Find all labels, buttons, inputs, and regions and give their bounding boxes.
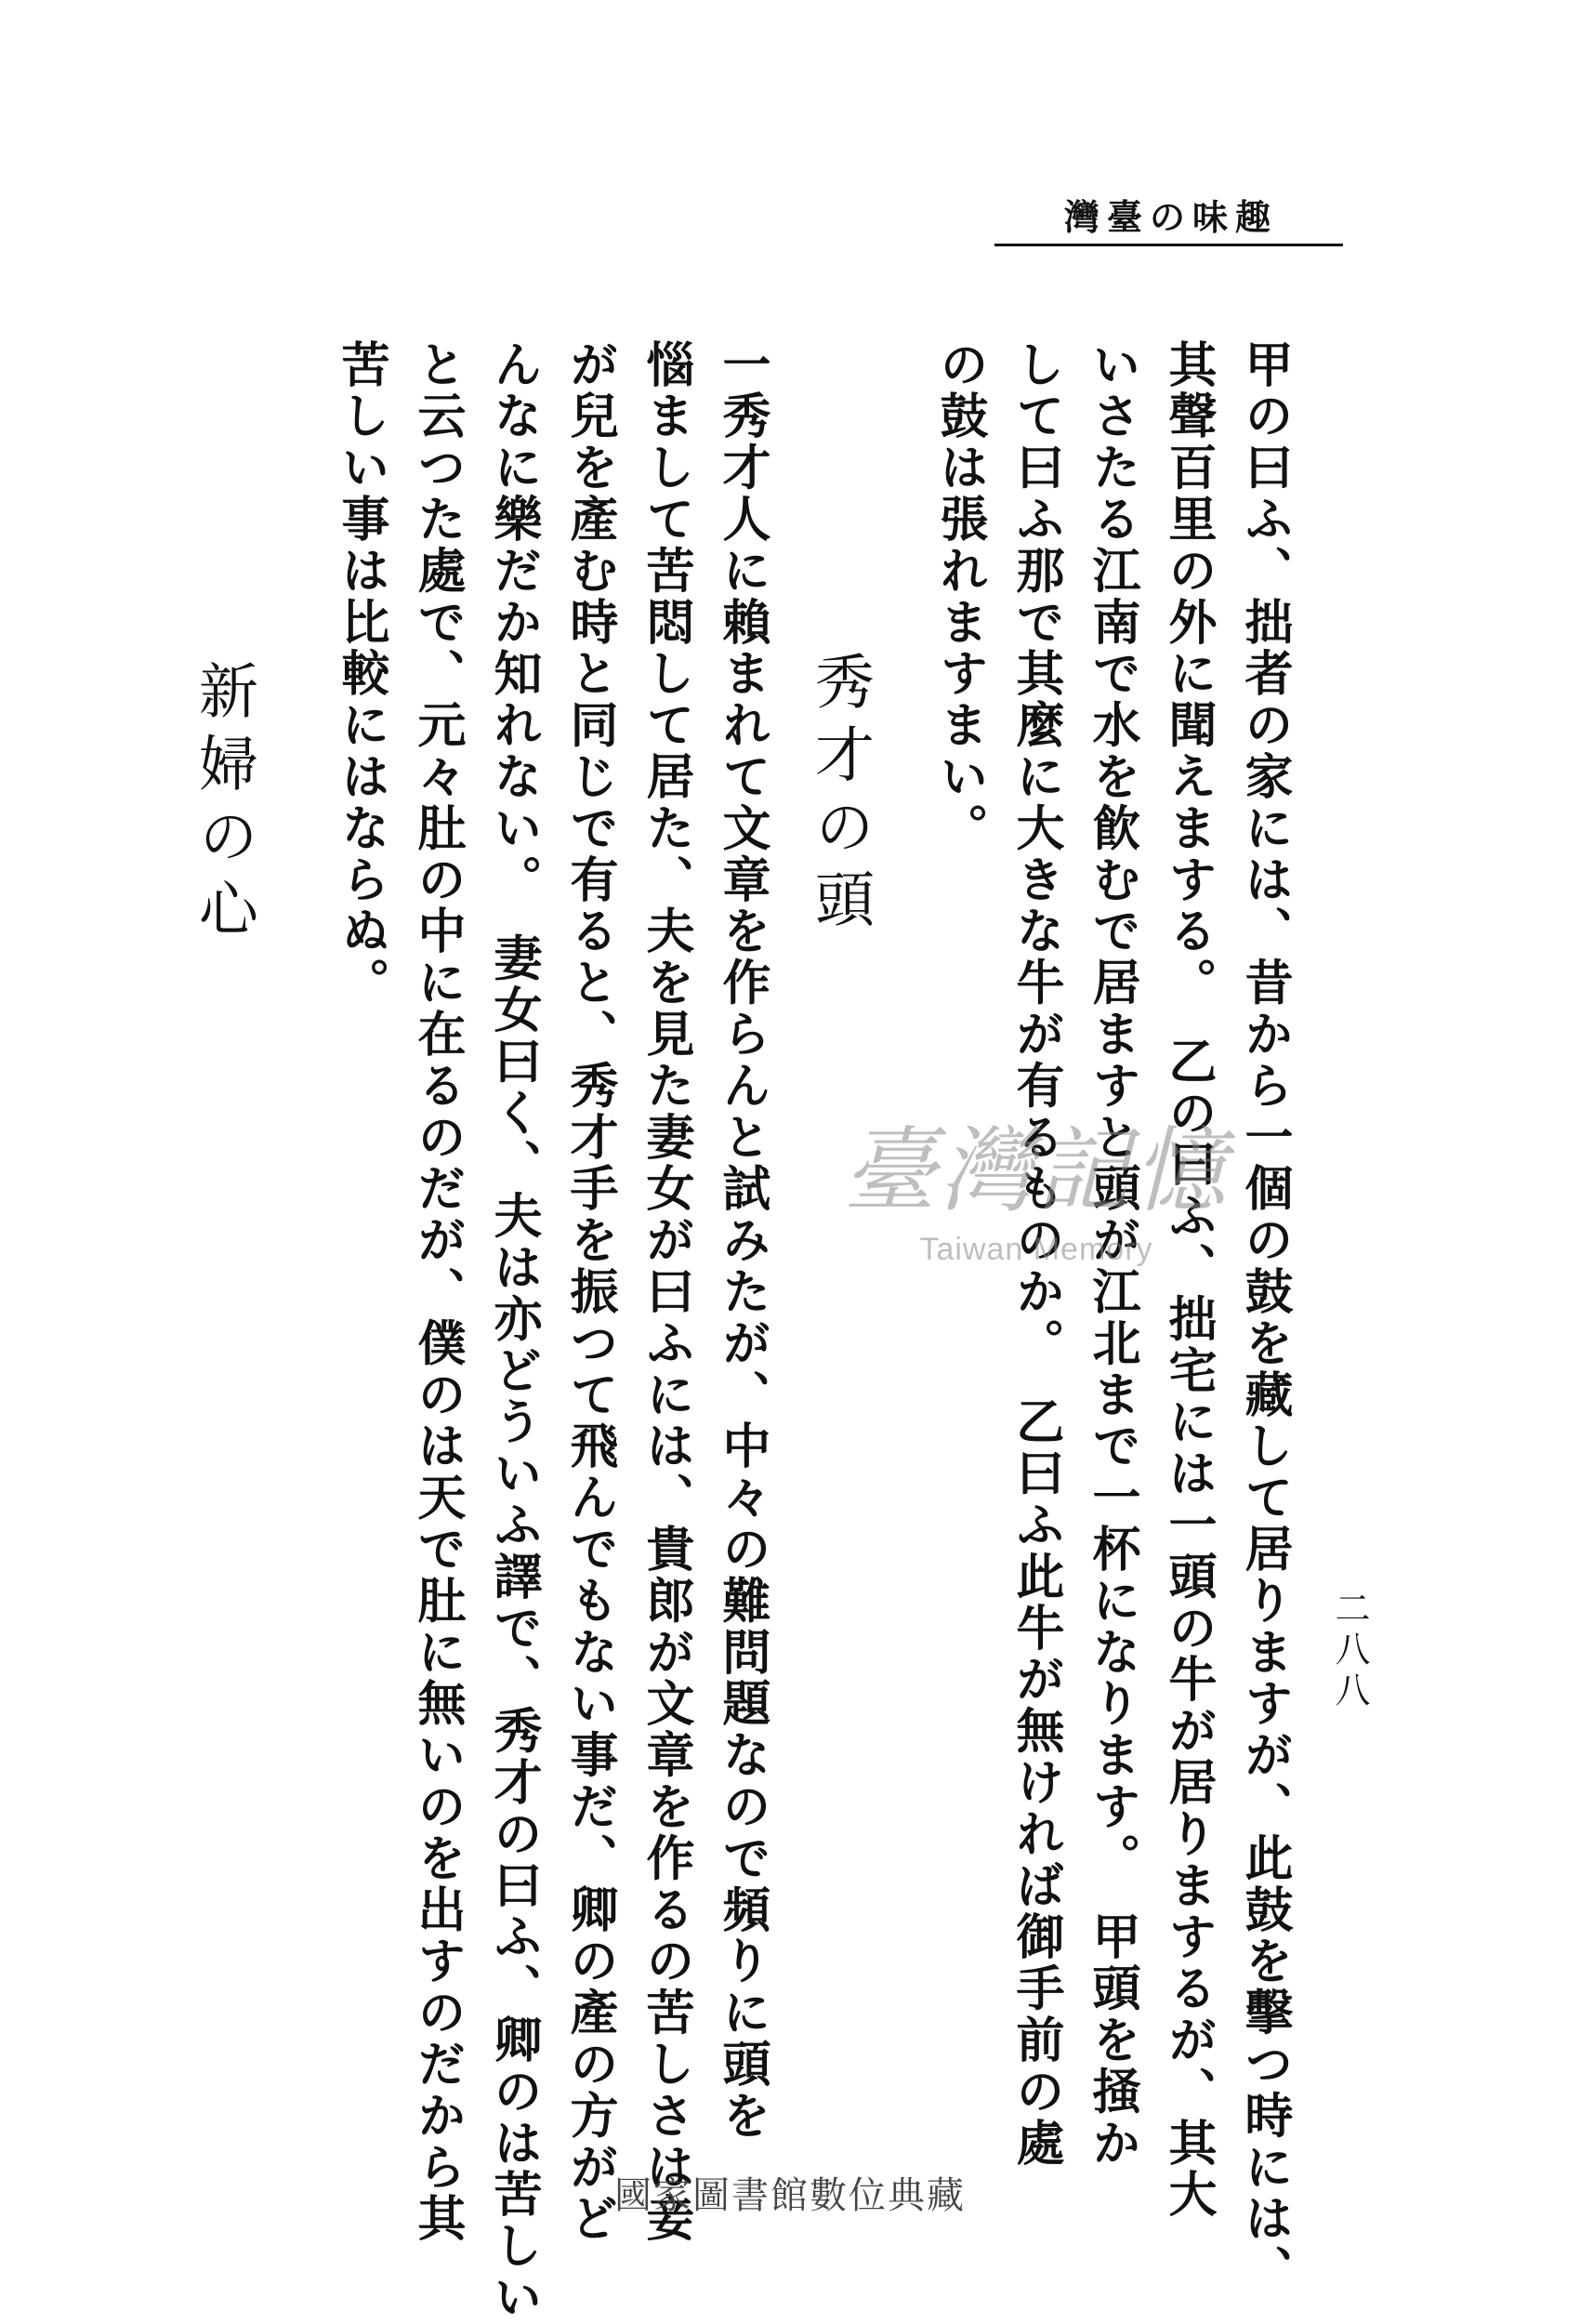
running-head: 趣味の臺灣 <box>1064 195 1279 238</box>
text-column-9: んなに樂だか知れない。 妻女曰く、夫は亦どういふ譯で、秀才の曰ふ、卿のは苦しい <box>485 339 542 2324</box>
text-column-10: と云つた處で、元々肚の中に在るのだが、僕のは天で肚に無いのを出すのだから其 <box>409 339 466 2245</box>
text-column-5: の鼓は張れますまい。 <box>931 339 988 854</box>
text-column-1: 甲の曰ふ、拙者の家には、昔から一個の鼓を藏して居りますが、此鼓を擊つ時には、 <box>1236 339 1293 2297</box>
text-column-3: いさたる江南で水を飮むで居ますと頭が江北まで一杯になります。 甲頭を掻か <box>1084 339 1140 2170</box>
page-number: 二八八 <box>1329 1590 1370 1712</box>
text-column-6: 一秀才人に賴まれて文章を作らんと試みたが、中々の難問題なので頻りに頭を <box>714 339 770 2142</box>
archive-credit: 國家圖書館數位典藏 <box>614 2174 966 2217</box>
text-column-11: 苦しい事は比較にはならぬ。 <box>333 339 389 1010</box>
taiwan-memory-watermark <box>818 1116 1255 1292</box>
watermark-main-text: 臺灣記憶 <box>843 1116 1230 1225</box>
section-heading-shinpu: 新婦の心 <box>189 660 257 950</box>
watermark-sub-text: Taiwan Memory <box>919 1232 1153 1267</box>
text-column-2: 其聲百里の外に聞えまする。 乙の曰ふ、拙宅には一頭の牛が居りまするが、其大 <box>1160 339 1217 2221</box>
text-column-7: 惱まして苦悶して居た、夫を見た妻女が曰ふには、貴郎が文章を作るの苦しさは妾 <box>638 339 694 2245</box>
section-heading-shusai: 秀才の頭 <box>805 651 874 941</box>
text-column-8: が兒を產む時と同じで有ると、秀才手を振つて飛んでもない事だ、卿の產の方がど <box>561 339 618 2245</box>
header-rule <box>994 244 1343 246</box>
text-column-4: して曰ふ那で其麼に大きな牛が有るものか。 乙曰ふ此牛が無ければ御手前の處 <box>1007 339 1064 2170</box>
